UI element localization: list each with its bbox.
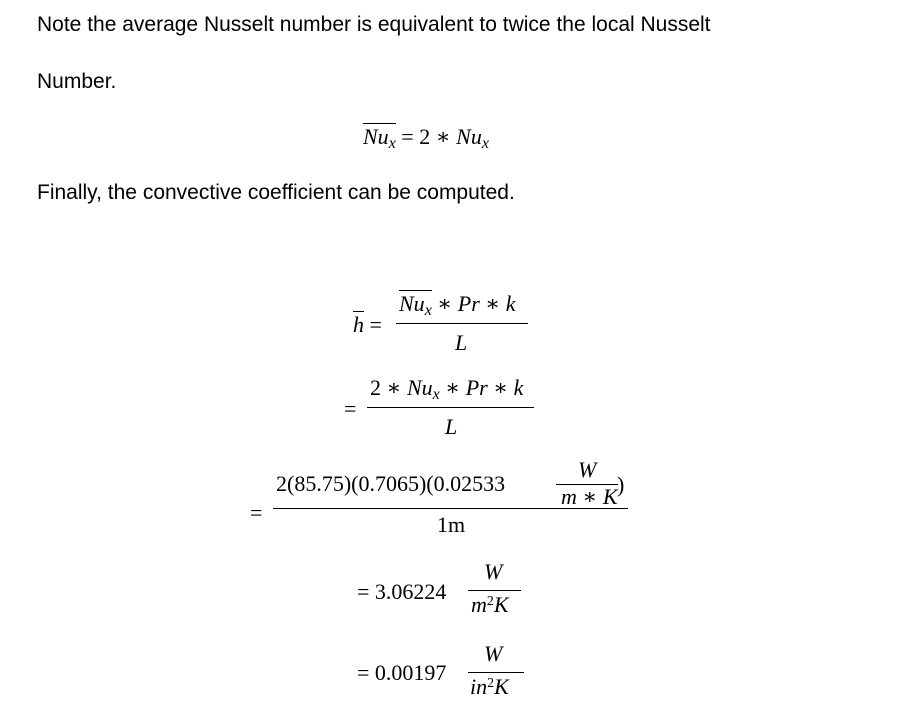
nusselt-average: $Nu_x$ xyxy=(363,124,396,152)
paragraph-line: Number. xyxy=(37,70,117,93)
fraction-denominator: L xyxy=(445,414,458,439)
fraction-denominator: L xyxy=(455,330,468,355)
unit-fraction-bar xyxy=(468,672,524,673)
equals-sign: = xyxy=(250,500,263,525)
nusselt-local: $Nu_x$ xyxy=(456,124,489,152)
fraction-bar xyxy=(396,323,528,324)
unit-numerator: W xyxy=(484,559,503,584)
paragraph-line: Note the average Nusselt number is equivalent to twice the local Nusselt xyxy=(37,13,711,36)
result-value-imperial: = 0.00197 xyxy=(357,660,447,685)
paragraph-line: Finally, the convective coefficient can be computed. xyxy=(37,181,515,204)
unit-denominator: $in^2K$ xyxy=(470,674,509,699)
equals-sign: = xyxy=(344,396,357,421)
fraction-denominator: 1m xyxy=(437,512,466,537)
equation-average-nusselt xyxy=(363,124,489,150)
unit-denominator: m ∗ K xyxy=(561,484,618,509)
unit-denominator: $m^2K$ xyxy=(471,592,509,617)
closing-parenthesis: ) xyxy=(617,472,625,497)
unit-numerator: W xyxy=(484,641,503,666)
fraction-bar xyxy=(273,508,628,509)
equation-operator: = 2 ∗ xyxy=(401,124,457,149)
fraction-numerator: 2(85.75)(0.7065)(0.02533 xyxy=(276,471,506,496)
unit-fraction-bar xyxy=(468,590,521,591)
fraction-bar xyxy=(367,407,534,408)
fraction-numerator: $Nu_x$ ∗ Pr ∗ k xyxy=(399,291,516,319)
h-bar-symbol: h = xyxy=(353,312,382,337)
fraction-numerator: 2 ∗ $Nu_x$ ∗ Pr ∗ k xyxy=(370,375,524,403)
result-value-si: = 3.06224 xyxy=(357,579,447,604)
unit-numerator: W xyxy=(578,457,597,482)
